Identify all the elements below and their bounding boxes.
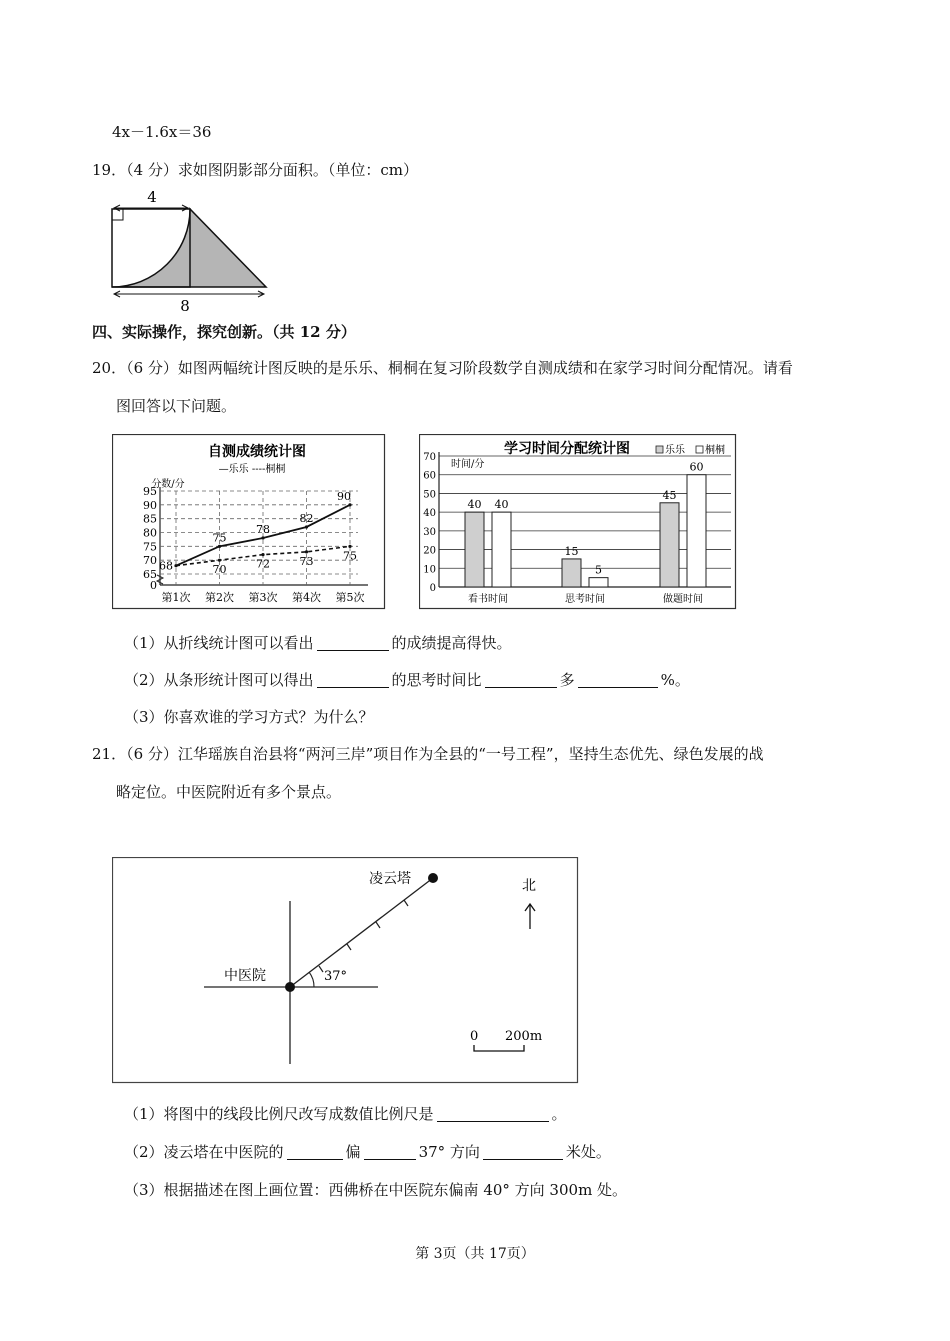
bc-bar-lele — [660, 503, 679, 587]
scale-zero: 0 — [470, 1029, 479, 1044]
question-19-text: 19．（4 分）求如图阴影部分面积。（单位：cm） — [92, 161, 419, 179]
lc-point-label: 75 — [343, 549, 357, 563]
angle-label: 37° — [324, 969, 348, 984]
bc-y-tick-label: 70 — [423, 452, 436, 463]
bc-y-tick-label: 10 — [423, 564, 436, 576]
north-label: 北 — [522, 878, 536, 894]
bc-bar-tongtong — [589, 578, 608, 587]
bc-bar-tongtong — [492, 512, 511, 587]
bc-value-label: 15 — [564, 544, 579, 558]
lc-y-tick-label: 70 — [143, 554, 157, 568]
q20-sub2-text-a: （2）从条形统计图可以得出 — [124, 671, 314, 689]
bc-legend-swatch — [696, 446, 703, 453]
question-21-sub1 — [124, 1104, 567, 1124]
lc-x-tick-label: 第5次 — [335, 591, 365, 604]
lc-point-label: 73 — [299, 554, 314, 568]
lc-point-label: 68 — [159, 559, 173, 573]
label-bottom: 8 — [180, 297, 190, 314]
answer-blank-21-2b[interactable] — [364, 1143, 416, 1160]
q21-sub2-text-d: 米处。 — [565, 1143, 611, 1161]
lc-point-label: 75 — [212, 531, 227, 545]
question-20-sub3: （3）你喜欢谁的学习方式？为什么？ — [124, 708, 374, 726]
answer-blank-20-2b[interactable] — [485, 671, 557, 688]
lc-y-tick-label: 90 — [143, 498, 157, 512]
q20-sub1-text-b: 的成绩提高得快。 — [391, 634, 512, 652]
label-top: 4 — [147, 188, 157, 206]
lc-y-tick-label: 75 — [143, 540, 157, 554]
answer-blank-21-2a[interactable] — [287, 1143, 343, 1160]
lc-y-tick-label: 0 — [150, 579, 157, 592]
question-21-sub2 — [124, 1142, 611, 1162]
lc-y-tick-label: 80 — [143, 526, 157, 540]
line-chart-ylabel: 分数/分 — [151, 479, 185, 490]
shaded-region — [112, 209, 266, 287]
bc-y-tick-label: 0 — [429, 583, 436, 594]
bc-value-label: 5 — [595, 563, 602, 577]
bc-bar-tongtong — [687, 475, 706, 587]
line-chart-title: 自测成绩统计图 — [208, 444, 306, 460]
bc-y-tick-label: 50 — [423, 489, 436, 501]
bc-x-tick-label: 思考时间 — [565, 594, 605, 605]
lc-y-tick-label: 95 — [143, 485, 157, 498]
bc-x-tick-label: 做题时间 — [663, 594, 703, 605]
lc-point-label: 70 — [212, 563, 227, 577]
lc-point — [261, 553, 264, 556]
lc-point — [218, 559, 221, 562]
bc-value-label: 45 — [662, 488, 677, 502]
line-chart-legend: —乐乐 ----桐桐 — [218, 464, 286, 475]
bc-y-tick-label: 40 — [423, 508, 436, 520]
lc-x-tick-label: 第1次 — [161, 591, 191, 604]
q21-sub2-text-c: 37° 方向 — [418, 1143, 480, 1161]
page-footer: 第 3页（共 17页） — [415, 1246, 535, 1262]
lc-point — [261, 536, 264, 539]
question-20-sub1 — [124, 633, 512, 653]
question-21-line2: 略定位。中医院附近有多个景点。 — [116, 783, 342, 801]
bc-legend-label: 桐桐 — [705, 445, 725, 456]
bar-chart-title: 学习时间分配统计图 — [504, 441, 630, 457]
lc-point-label: 78 — [256, 523, 270, 537]
bc-value-label: 60 — [689, 460, 704, 474]
equation-q18: 4x－1.6x＝36 — [112, 123, 212, 141]
bc-legend-label: 乐乐 — [665, 445, 685, 456]
q21-sub2-text-b: 偏 — [345, 1143, 361, 1161]
section-4-title: 四、实际操作，探究创新。（共 12 分） — [92, 323, 356, 341]
lc-y-tick-label: 65 — [143, 568, 157, 581]
lc-y-tick-label: 85 — [143, 512, 157, 526]
bc-legend-swatch — [656, 446, 663, 453]
question-21-sub3: （3）根据描述在图上画位置：西佛桥在中医院东偏南 40° 方向 300m 处。 — [124, 1181, 628, 1199]
q20-sub1-text-a: （1）从折线统计图可以看出 — [124, 634, 314, 652]
bc-value-label: 40 — [467, 498, 482, 512]
q20-sub2-text-c: 多 — [559, 671, 575, 689]
q20-sub2-text-b: 的思考时间比 — [391, 671, 482, 689]
lc-point — [305, 525, 308, 528]
q21-sub1-text-b: 。 — [551, 1105, 567, 1123]
scale-value: 200m — [505, 1029, 543, 1044]
answer-blank-20-2a[interactable] — [317, 671, 389, 688]
bc-value-label: 40 — [494, 498, 509, 512]
question-20-sub2 — [124, 670, 690, 690]
lc-point — [218, 545, 221, 548]
hospital-label: 中医院 — [224, 968, 266, 984]
q20-sub2-text-d: %。 — [660, 671, 690, 689]
lc-x-tick-label: 第4次 — [292, 591, 321, 604]
q21-sub2-text-a: （2）凌云塔在中医院的 — [124, 1143, 284, 1161]
lc-point — [305, 550, 308, 553]
lc-x-tick-label: 第3次 — [248, 591, 278, 604]
bc-bar-lele — [465, 512, 484, 587]
answer-blank-21-2c[interactable] — [483, 1143, 563, 1160]
question-20-line1: 20．（6 分）如图两幅统计图反映的是乐乐、桐桐在复习阶段数学自测成绩和在家学习时间分配情况。请看 — [92, 359, 793, 377]
bc-bar-lele — [562, 559, 581, 587]
right-angle-mark — [112, 209, 123, 220]
lc-point-label: 72 — [256, 557, 270, 571]
bar-chart-ylabel: 时间/分 — [451, 459, 485, 470]
q21-sub1-text-a: （1）将图中的线段比例尺改写成数值比例尺是 — [124, 1105, 434, 1123]
lc-x-tick-label: 第2次 — [205, 591, 234, 604]
bc-y-tick-label: 30 — [423, 526, 436, 538]
lc-point-label: 82 — [299, 511, 314, 525]
lc-point — [348, 503, 351, 506]
tower-label: 凌云塔 — [369, 871, 411, 887]
score-line-chart — [112, 434, 386, 610]
lc-point — [348, 545, 351, 548]
tower-point — [428, 873, 438, 883]
question-20-line2: 图回答以下问题。 — [116, 397, 237, 415]
question-21-line1: 21．（6 分）江华瑶族自治县将“两河三岸”项目作为全县的“一号工程”，坚持生态优先、绿色发展的战 — [92, 745, 764, 763]
answer-blank-20-2c[interactable] — [578, 671, 658, 688]
hospital-point — [285, 982, 295, 992]
scenic-map — [112, 857, 579, 1084]
bc-y-tick-label: 60 — [423, 470, 436, 482]
bc-y-tick-label: 20 — [423, 545, 436, 557]
lc-point-label: 90 — [337, 489, 351, 503]
answer-blank-20-1[interactable] — [317, 634, 389, 651]
shaded-area-figure — [108, 186, 272, 314]
answer-blank-21-1[interactable] — [437, 1105, 549, 1122]
study-time-bar-chart — [419, 434, 737, 610]
bc-x-tick-label: 看书时间 — [468, 594, 508, 605]
